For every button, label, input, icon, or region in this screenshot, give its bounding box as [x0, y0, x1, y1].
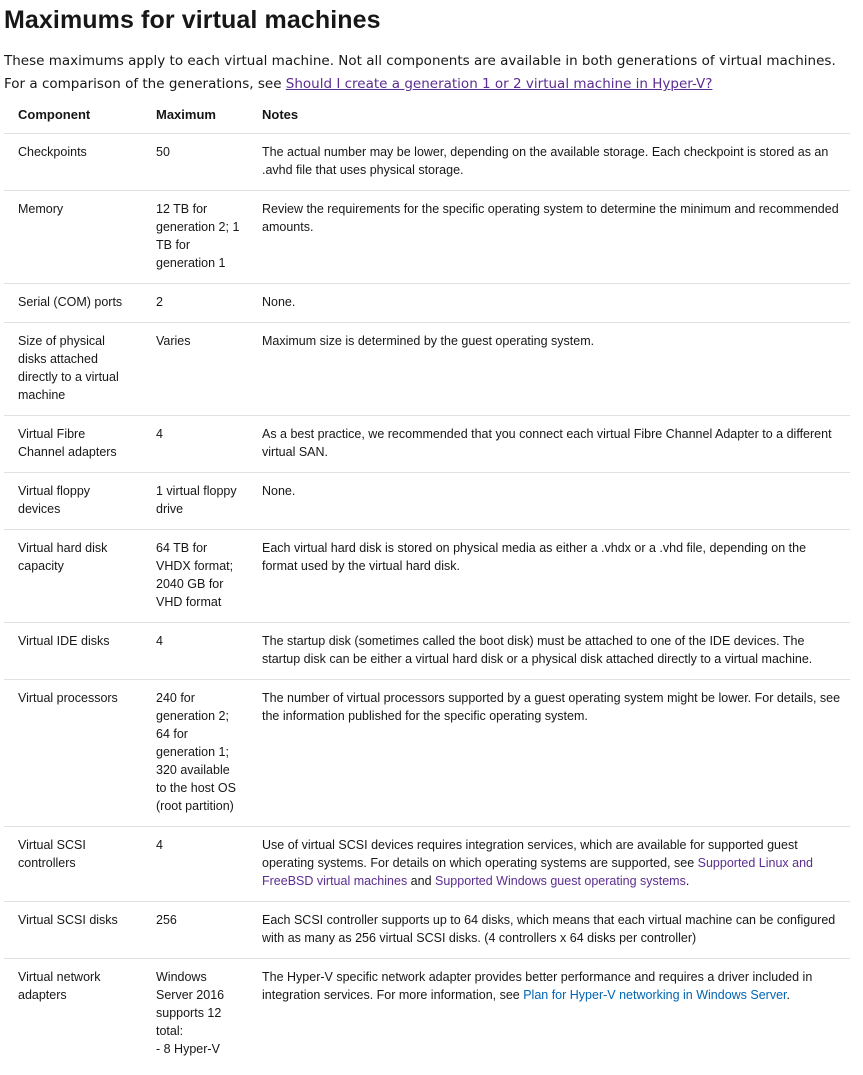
- table-header-row: [4, 101, 850, 134]
- cell-notes: The number of virtual processors supported by a guest operating system might be lower. For details, see the information published for the specific operating system.: [248, 680, 850, 827]
- cell-component: Virtual network adapters: [4, 959, 142, 1070]
- cell-notes: The actual number may be lower, depending on the available storage. Each checkpoint is stored as an .avhd file that uses physical storage.: [248, 134, 850, 191]
- generation-comparison-link[interactable]: Should I create a generation 1 or 2 virtual machine in Hyper-V?: [285, 76, 713, 92]
- intro-text: These maximums apply to each virtual machine. Not all components are available in both generations of virtual machines. For a comparison of the generations, see: [4, 53, 836, 92]
- header-notes: Notes: [262, 107, 299, 122]
- table-row: [4, 323, 850, 416]
- notes-text: The Hyper-V specific network adapter provides better performance and requires a driver included in integration services. For more information, see: [262, 970, 813, 1002]
- cell-notes: Review the requirements for the specific operating system to determine the minimum and recommended amounts.: [248, 191, 850, 284]
- cell-component: Virtual SCSI disks: [4, 902, 142, 959]
- cell-maximum: 256: [142, 902, 248, 959]
- cell-notes: Each virtual hard disk is stored on physical media as either a .vhdx or a .vhd file, depending on the format used by the virtual hard disk.: [248, 530, 850, 623]
- cell-component: Serial (COM) ports: [4, 284, 142, 323]
- cell-maximum: 50: [142, 134, 248, 191]
- cell-notes: The startup disk (sometimes called the boot disk) must be attached to one of the IDE devices. The startup disk can be either a virtual hard disk or a physical disk attached directly to a virtual machine.: [248, 623, 850, 680]
- cell-notes: None.: [248, 284, 850, 323]
- intro-paragraph: [4, 50, 859, 96]
- supported-linux-freebsd-link[interactable]: Supported Linux and FreeBSD virtual machines: [262, 856, 814, 888]
- page-title: Maximums for virtual machines: [4, 6, 381, 34]
- supported-windows-guest-os-link[interactable]: Supported Windows guest operating systems: [435, 874, 686, 888]
- table-row: [4, 284, 850, 323]
- table-row: [4, 530, 850, 623]
- cell-notes: None.: [248, 473, 850, 530]
- notes-text: Use of virtual SCSI devices requires integration services, which are available for supported guest operating systems. For details on which operating systems are supported, see: [262, 838, 798, 870]
- table-row: [4, 902, 850, 959]
- table-row: [4, 134, 850, 191]
- table-row: [4, 959, 850, 1070]
- notes-text: .: [786, 988, 791, 1002]
- table-row: [4, 827, 850, 902]
- cell-component: Virtual processors: [4, 680, 142, 827]
- header-maximum: Maximum: [156, 107, 216, 122]
- cell-component: Checkpoints: [4, 134, 142, 191]
- table-row: [4, 191, 850, 284]
- cell-maximum: 64 TB for VHDX format; 2040 GB for VHD format: [142, 530, 248, 623]
- cell-notes: Maximum size is determined by the guest operating system.: [248, 323, 850, 416]
- cell-notes: Each SCSI controller supports up to 64 disks, which means that each virtual machine can be configured with as many as 256 virtual SCSI disks. (4 controllers x 64 disks per controller): [248, 902, 850, 959]
- cell-notes: As a best practice, we recommended that you connect each virtual Fibre Channel Adapter to a different virtual SAN.: [248, 416, 850, 473]
- vm-maximums-table: [4, 101, 850, 1069]
- cell-component: Size of physical disks attached directly to a virtual machine: [4, 323, 142, 416]
- cell-maximum: 12 TB for generation 2; 1 TB for generation 1: [142, 191, 248, 284]
- cell-notes: [248, 827, 850, 902]
- cell-maximum: 240 for generation 2; 64 for generation 1; 320 available to the host OS (root partition): [142, 680, 248, 827]
- maximum-line: Windows Server 2016 supports 12 total:: [156, 970, 225, 1038]
- cell-component: Virtual Fibre Channel adapters: [4, 416, 142, 473]
- cell-maximum: 4: [142, 623, 248, 680]
- cell-component: Virtual IDE disks: [4, 623, 142, 680]
- cell-component: Virtual hard disk capacity: [4, 530, 142, 623]
- notes-text: and: [407, 874, 436, 888]
- cell-component: Memory: [4, 191, 142, 284]
- header-component: Component: [18, 107, 91, 122]
- cell-component: Virtual floppy devices: [4, 473, 142, 530]
- cell-maximum: 1 virtual floppy drive: [142, 473, 248, 530]
- table-row: [4, 623, 850, 680]
- notes-text: .: [685, 874, 690, 888]
- cell-component: Virtual SCSI controllers: [4, 827, 142, 902]
- cell-maximum: 4: [142, 827, 248, 902]
- cell-maximum: Varies: [142, 323, 248, 416]
- cell-maximum: 2: [142, 284, 248, 323]
- table-row: [4, 416, 850, 473]
- maximum-line: - 8 Hyper-V: [156, 1042, 220, 1056]
- cell-notes: [248, 959, 850, 1070]
- table-row: [4, 473, 850, 530]
- cell-maximum: [142, 959, 248, 1070]
- table-row: [4, 680, 850, 827]
- hyper-v-networking-link[interactable]: Plan for Hyper-V networking in Windows Server: [523, 988, 787, 1002]
- cell-maximum: 4: [142, 416, 248, 473]
